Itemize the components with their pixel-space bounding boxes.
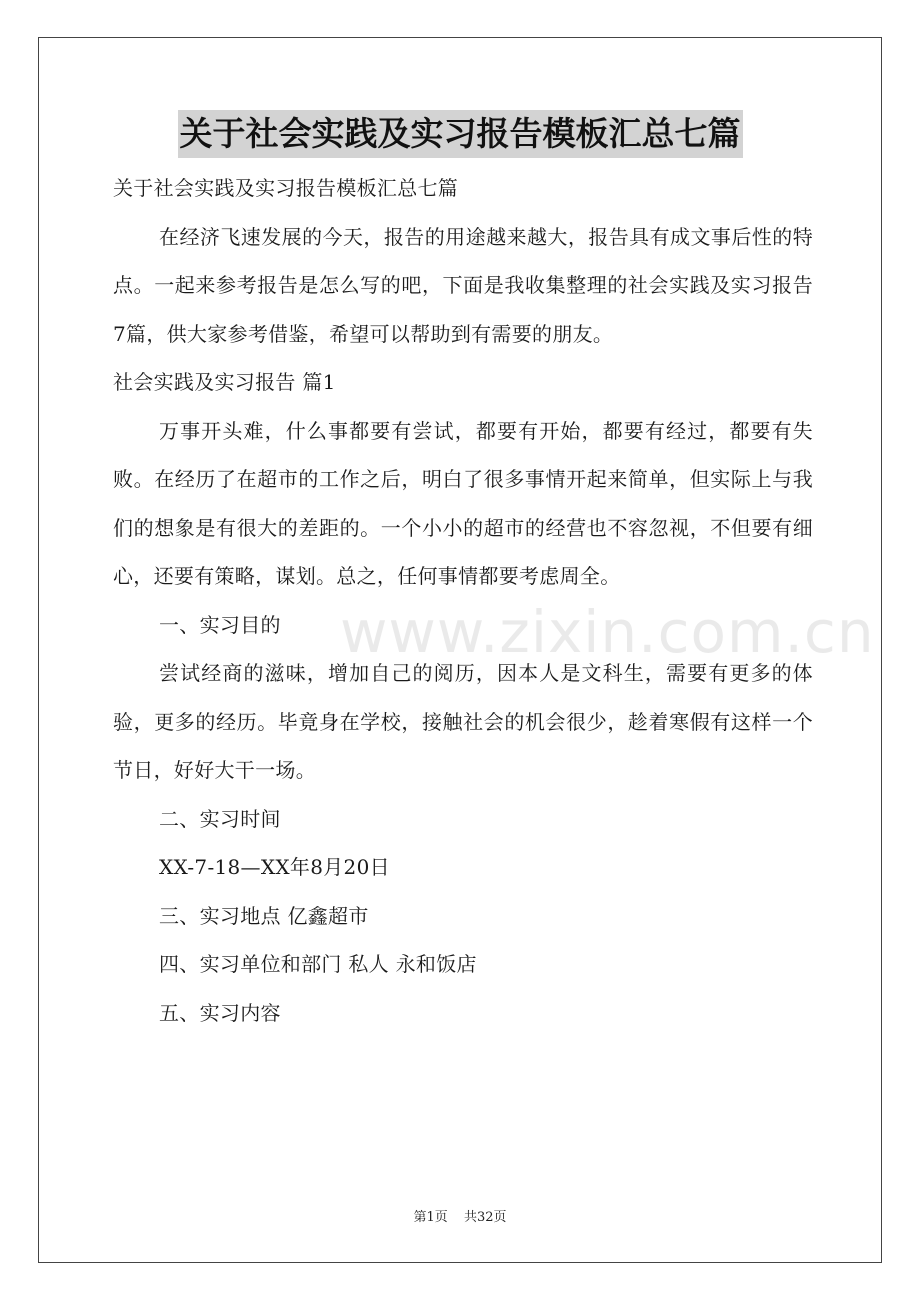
paragraph-7: XX-7-18—XX年8月20日	[159, 855, 390, 879]
paragraph-9: 四、实习单位和部门 私人 永和饭店	[159, 952, 477, 976]
paragraph-4: 一、实习目的	[159, 612, 281, 637]
watermark-text: www.zixin.com.cn	[340, 598, 875, 666]
document-body	[113, 164, 813, 1037]
paragraph-1: 在经济飞速发展的今天，报告的用途越来越大，报告具有成文事后性的特点。一起来参考报告是怎么写的吧，下面是我收集整理的社会实践及实习报告7篇，供大家参考借鉴，希望可以帮助到有需要的朋友。	[113, 224, 813, 346]
page-number: 第1页	[413, 1210, 448, 1225]
paragraph-8: 三、实习地点 亿鑫超市	[159, 903, 369, 928]
paragraph-3: 万事开头难，什么事都要有尝试，都要有开始，都要有经过，都要有失败。在经历了在超市的工作之后，明白了很多事情开起来简单，但实际上与我们的想象是有很大的差距的。一个小小的超市的经营也不容忽视，不但要有细心，还要有策略，谋划。总之，任何事情都要考虑周全。	[113, 418, 813, 588]
paragraph-10: 五、实习内容	[159, 1000, 281, 1025]
paragraph-5: 尝试经商的滋味，增加自己的阅历，因本人是文科生，需要有更多的体验，更多的经历。毕竟身在学校，接触社会的机会很少，趁着寒假有这样一个节日，好好大干一场。	[113, 661, 813, 782]
document-title: 关于社会实践及实习报告模板汇总七篇	[178, 110, 743, 158]
title-wrap	[0, 110, 920, 158]
page-footer	[0, 1206, 920, 1225]
paragraph-6: 二、实习时间	[159, 806, 281, 831]
section-heading-1: 社会实践及实习报告 篇1	[113, 370, 336, 394]
paragraph-0: 关于社会实践及实习报告模板汇总七篇	[113, 176, 459, 200]
page-total: 共32页	[463, 1210, 507, 1225]
